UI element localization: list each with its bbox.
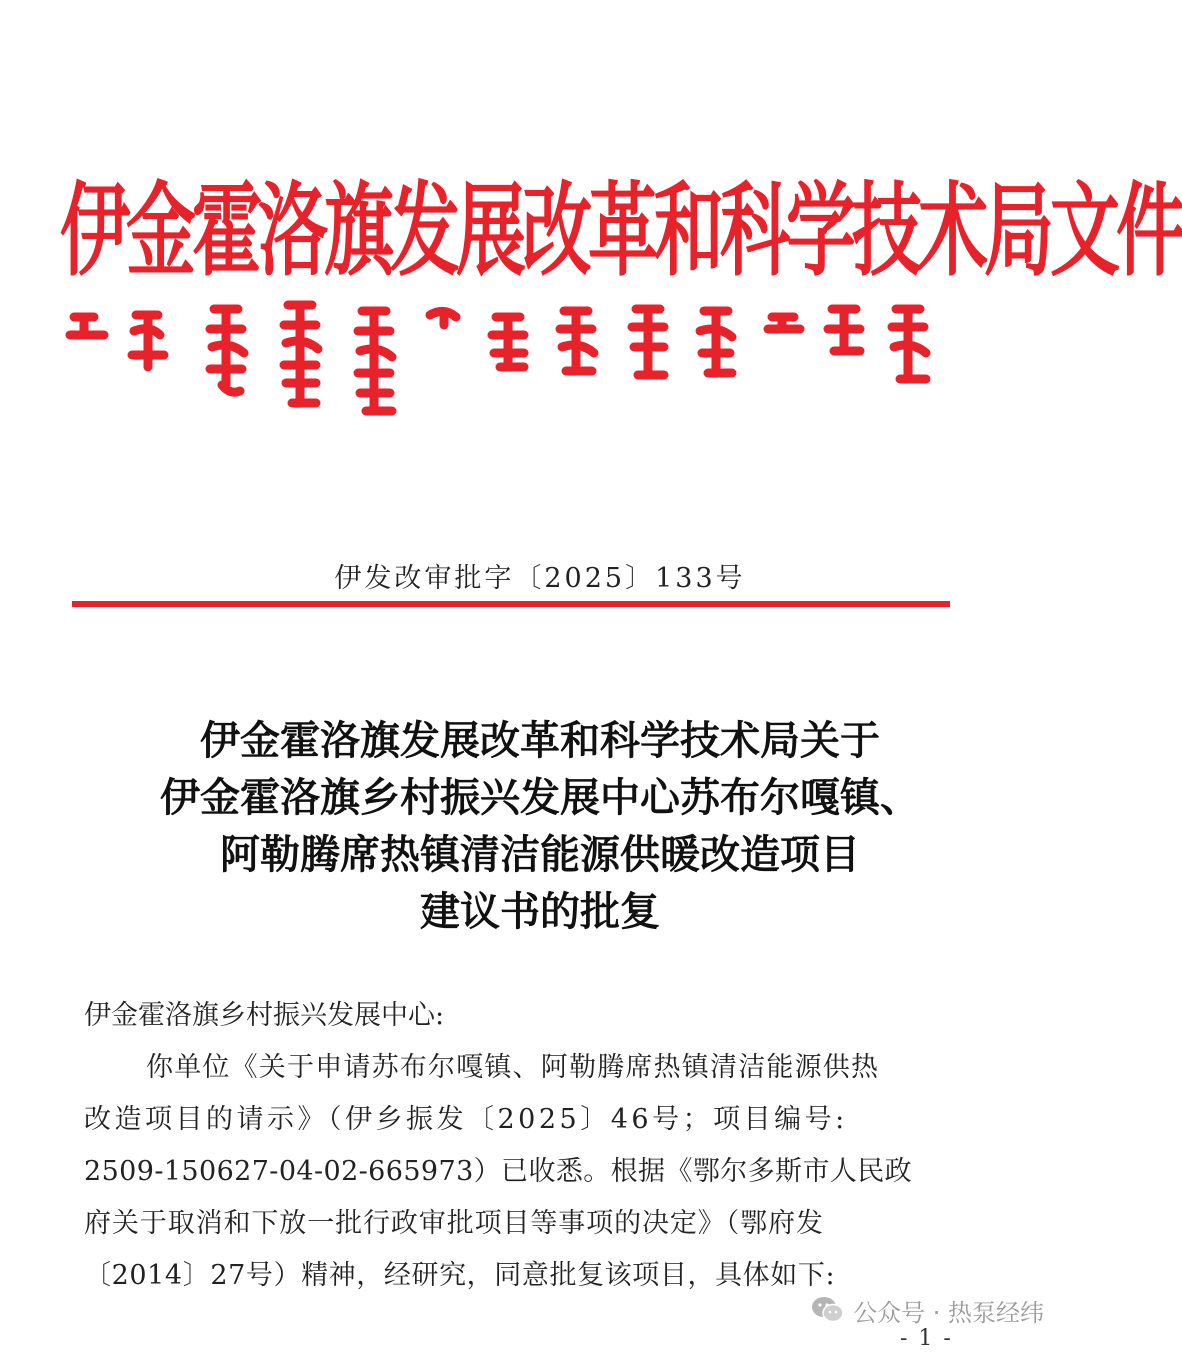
title-line: 建议书的批复 — [420, 888, 660, 935]
body-line: 改造项目的请示》（伊乡振发〔2025〕46号；项目编号: — [84, 1104, 848, 1135]
watermark-text: 公众号 · 热泵经纬 — [853, 1298, 1044, 1327]
title-line: 阿勒腾席热镇清洁能源供暖改造项目 — [220, 831, 860, 878]
wechat-icon — [811, 1296, 845, 1324]
wechat-watermark — [811, 1292, 1044, 1328]
body-line: 你单位《关于申请苏布尔嘎镇、阿勒腾席热镇清洁能源供热 — [146, 1052, 880, 1083]
document-title — [0, 712, 1080, 940]
red-divider-line — [72, 601, 950, 607]
document-number: 伊发改审批字〔2025〕133号 — [334, 563, 746, 594]
mongolian-script-graphic — [60, 295, 950, 425]
addressee: 伊金霍洛旗乡村振兴发展中心: — [84, 1000, 445, 1031]
mongolian-script-masthead — [60, 295, 950, 425]
body-line: 2509-150627-04-02-665973）已收悉。根据《鄂尔多斯市人民政 — [84, 1156, 913, 1187]
body-line: 府关于取消和下放一批行政审批项目等事项的决定》（鄂府发 — [84, 1208, 824, 1239]
body-line: 〔2014〕27号）精神，经研究，同意批复该项目，具体如下: — [84, 1260, 836, 1291]
document-body — [84, 990, 974, 1302]
title-line: 伊金霍洛旗乡村振兴发展中心苏布尔嘎镇、 — [160, 774, 920, 821]
page-number: - 1 - — [900, 1326, 953, 1351]
title-line: 伊金霍洛旗发展改革和科学技术局关于 — [200, 717, 880, 764]
masthead-title: 伊金霍洛旗发展改革和科学技术局文件 — [60, 170, 1182, 291]
